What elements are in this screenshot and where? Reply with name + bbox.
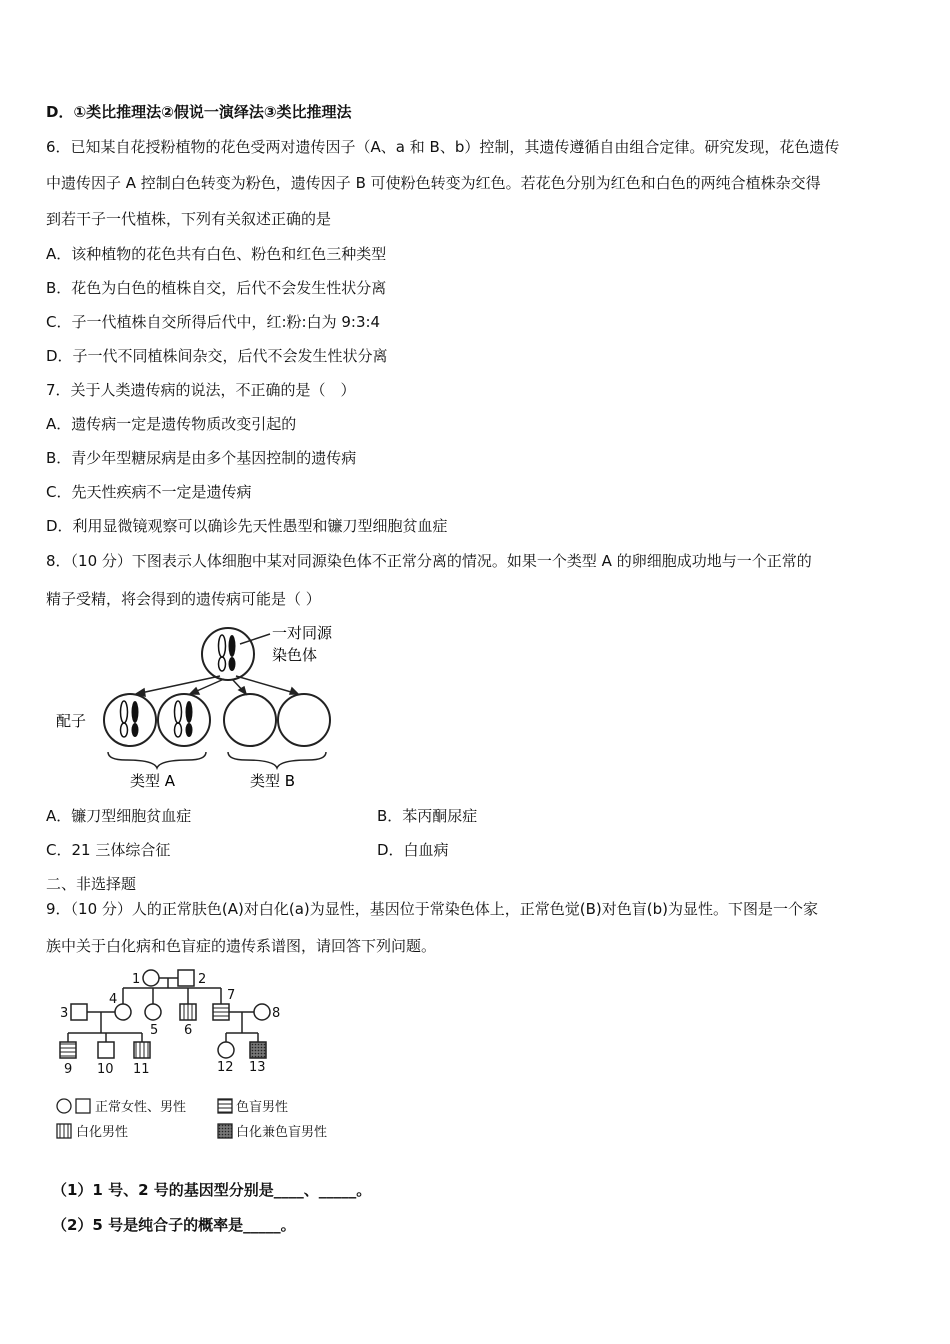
parent-cell [202, 628, 254, 680]
chromosome-pair-a2 [175, 701, 193, 737]
pedigree-chart [50, 962, 360, 1152]
q7-option-d: D．利用显微镜观察可以确诊先天性愚型和镰刀型细胞贫血症 [46, 517, 448, 535]
type-a-brace [108, 752, 206, 768]
individual-2 [178, 970, 194, 986]
individual-12 [218, 1042, 234, 1058]
q9-stem-line-2: 族中关于白化病和色盲症的遗传系谱图，请回答下列问题。 [46, 937, 437, 955]
q5-option-d: D．①类比推理法②假说一演绎法③类比推理法 [46, 103, 352, 121]
label-1: 1 [132, 972, 141, 987]
q9-sub-1: （1）1 号、2 号的基因型分别是____、_____。 [52, 1181, 372, 1199]
gamete-cell-b2 [278, 694, 330, 746]
q7-option-a: A．遗传病一定是遗传物质改变引起的 [46, 415, 297, 433]
legend-normal-female-icon [57, 1099, 71, 1113]
individual-7 [213, 1004, 229, 1020]
label-9: 9 [64, 1062, 73, 1077]
gamete-cell-a1 [104, 694, 156, 746]
legend-both-icon [218, 1124, 232, 1138]
q6-stem-line-1: 6．已知某自花授粉植物的花色受两对遗传因子（A、a 和 B、b）控制，其遗传遵循自由组合定律。研究发现，花色遗传 [46, 138, 840, 156]
legend-colorblind-label: 色盲男性 [236, 1100, 289, 1115]
gamete-cell-b1 [224, 694, 276, 746]
individual-11 [134, 1042, 150, 1058]
label-7: 7 [227, 988, 236, 1003]
legend-albino-label: 白化男性 [76, 1125, 129, 1140]
individual-8 [254, 1004, 270, 1020]
label-3: 3 [60, 1006, 69, 1021]
q8-option-d: D．白血病 [377, 841, 449, 859]
label-2: 2 [198, 972, 207, 987]
legend-colorblind-icon [218, 1099, 232, 1113]
q9-stem-line-1: 9．（10 分）人的正常肤色(A)对白化(a)为显性，基因位于常染色体上，正常色觉(B)对色盲(b)为显性。下图是一个家 [46, 900, 818, 918]
homolog-label-2: 染色体 [272, 646, 318, 664]
q6-option-d: D．子一代不同植株间杂交，后代不会发生性状分离 [46, 347, 388, 365]
q6-stem-line-3: 到若干子一代植株，下列有关叙述正确的是 [46, 210, 332, 228]
q7-option-c: C．先天性疾病不一定是遗传病 [46, 483, 252, 501]
q6-stem-line-2: 中遗传因子 A 控制白色转变为粉色，遗传因子 B 可使粉色转变为红色。若花色分别为红色和白色的两纯合植株杂交得 [46, 174, 821, 192]
label-13: 13 [249, 1060, 266, 1075]
label-5: 5 [150, 1023, 159, 1038]
individual-5 [145, 1004, 161, 1020]
type-a-label: 类型 A [130, 772, 176, 790]
chromosome-pair-a1 [121, 701, 139, 737]
q8-option-b: B．苯丙酮尿症 [377, 807, 478, 825]
q7-stem: 7．关于人类遗传病的说法，不正确的是（ ） [46, 381, 356, 399]
individual-6 [180, 1004, 196, 1020]
label-6: 6 [184, 1023, 193, 1038]
homolog-label-1: 一对同源 [272, 624, 333, 642]
gamete-label: 配子 [56, 712, 87, 730]
q8-stem-line-1: 8．（10 分）下图表示人体细胞中某对同源染色体不正常分离的情况。如果一个类型 A 的卵细胞成功地与一个正常的 [46, 552, 812, 570]
legend-albino-icon [57, 1124, 71, 1138]
chromosome-separation-figure [50, 618, 370, 798]
chromosome-pair-parent [219, 635, 236, 671]
individual-4 [115, 1004, 131, 1020]
q8-stem-line-2: 精子受精，将会得到的遗传病可能是（ ） [46, 590, 321, 608]
label-4: 4 [109, 992, 118, 1007]
section-heading: 二、非选择题 [46, 875, 137, 893]
label-12: 12 [217, 1060, 234, 1075]
type-b-brace [228, 752, 326, 768]
individual-1 [143, 970, 159, 986]
q7-option-b: B．青少年型糖尿病是由多个基因控制的遗传病 [46, 449, 357, 467]
q6-option-c: C．子一代植株自交所得后代中，红:粉:白为 9:3:4 [46, 313, 381, 331]
legend-normal-label: 正常女性、男性 [95, 1100, 187, 1115]
individual-13 [250, 1042, 266, 1058]
label-11: 11 [133, 1062, 150, 1077]
type-b-label: 类型 B [250, 772, 296, 790]
q6-option-a: A．该种植物的花色共有白色、粉色和红色三种类型 [46, 245, 387, 263]
label-10: 10 [97, 1062, 114, 1077]
q8-option-a: A．镰刀型细胞贫血症 [46, 807, 192, 825]
label-8: 8 [272, 1006, 281, 1021]
legend-normal-male-icon [76, 1099, 90, 1113]
gamete-cell-a2 [158, 694, 210, 746]
individual-3 [71, 1004, 87, 1020]
legend-both-label: 白化兼色盲男性 [236, 1125, 328, 1140]
q9-sub-2: （2）5 号是纯合子的概率是_____。 [52, 1216, 296, 1234]
individual-9 [60, 1042, 76, 1058]
q6-option-b: B．花色为白色的植株自交，后代不会发生性状分离 [46, 279, 387, 297]
individual-10 [98, 1042, 114, 1058]
q8-option-c: C．21 三体综合征 [46, 841, 171, 859]
